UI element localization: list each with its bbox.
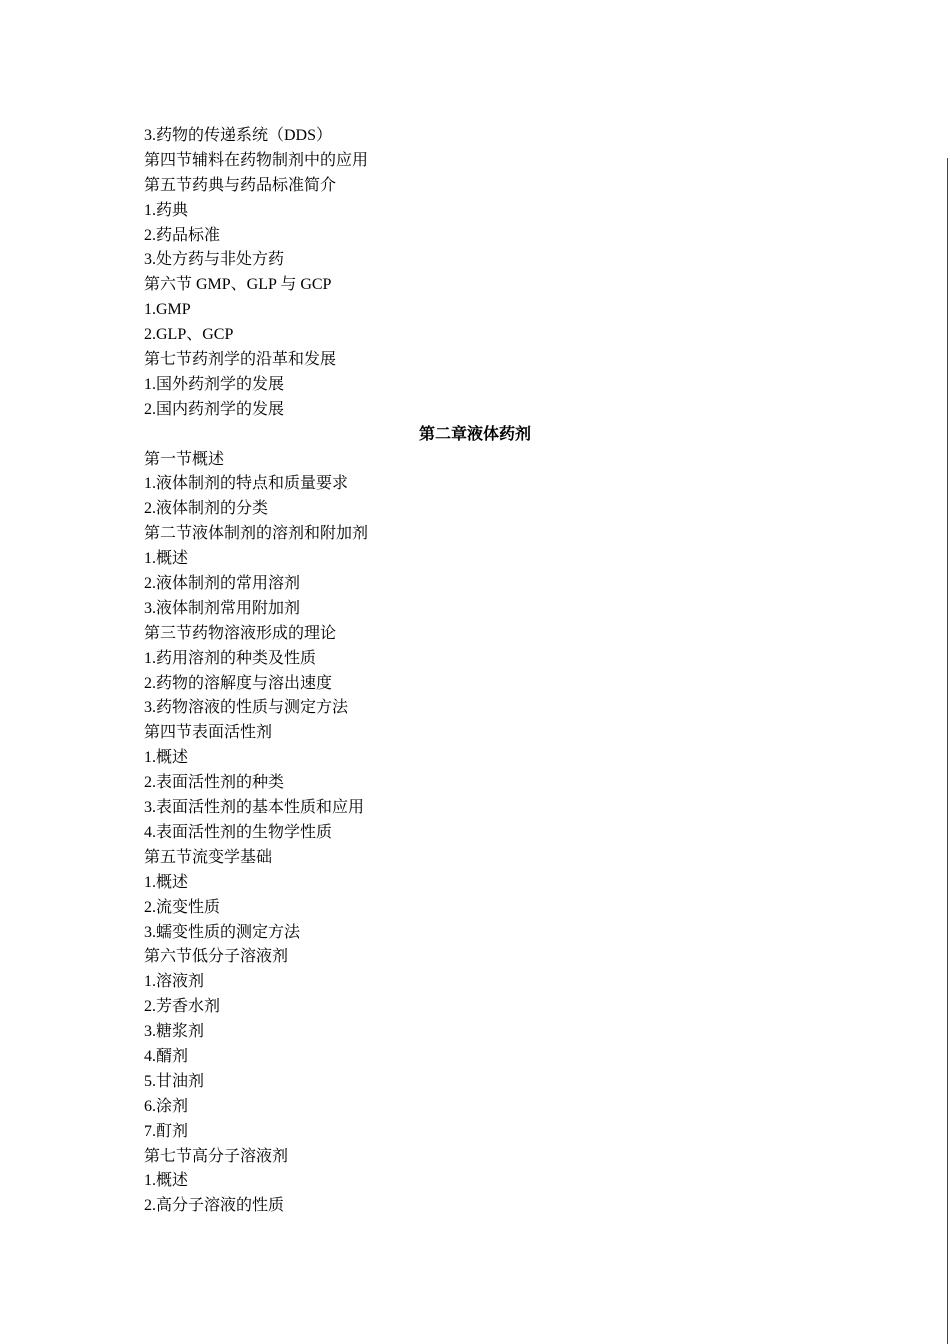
list-item: 1.药用溶剂的种类及性质 (144, 649, 317, 667)
list-item: 1.溶液剂 (144, 973, 205, 991)
section-heading: 第五节流变学基础 (144, 848, 273, 866)
list-item: 4.醑剂 (144, 1047, 189, 1065)
list-item: 5.甘油剂 (144, 1072, 205, 1090)
list-item: 2.液体制剂的常用溶剂 (144, 575, 301, 593)
list-item: 3.表面活性剂的基本性质和应用 (144, 799, 365, 817)
list-item: 1.药典 (144, 201, 189, 219)
page-edge-rule (947, 158, 948, 1344)
list-item: 2.国内药剂学的发展 (144, 400, 285, 418)
list-item: 1.概述 (144, 749, 189, 767)
list-item: 2.芳香水剂 (144, 998, 221, 1016)
list-item: 7.酊剂 (144, 1122, 189, 1140)
list-item: 3.糖浆剂 (144, 1023, 205, 1041)
document-body (144, 124, 806, 1219)
section-heading: 第六节 GMP、GLP 与 GCP (144, 276, 332, 294)
list-item: 2.液体制剂的分类 (144, 500, 269, 518)
chapter-heading: 第二章液体药剂 (418, 425, 531, 443)
list-item: 6.涂剂 (144, 1097, 189, 1115)
list-item: 2.GLP、GCP (144, 326, 234, 344)
list-item: 3.药物的传递系统（DDS） (144, 127, 333, 144)
list-item: 1.概述 (144, 550, 189, 568)
list-item: 3.蠕变性质的测定方法 (144, 923, 301, 941)
section-heading: 第七节高分子溶液剂 (144, 1147, 289, 1165)
section-heading: 第四节表面活性剂 (144, 724, 273, 742)
list-item: 2.流变性质 (144, 898, 221, 916)
section-heading: 第七节药剂学的沿革和发展 (144, 351, 337, 369)
list-item: 3.药物溶液的性质与测定方法 (144, 699, 349, 717)
list-item: 2.药品标准 (144, 226, 221, 244)
section-heading: 第二节液体制剂的溶剂和附加剂 (144, 525, 369, 543)
list-item: 4.表面活性剂的生物学性质 (144, 823, 333, 841)
list-item: 3.液体制剂常用附加剂 (144, 599, 301, 617)
list-item: 2.表面活性剂的种类 (144, 774, 285, 792)
list-item: 2.药物的溶解度与溶出速度 (144, 674, 333, 692)
section-heading: 第五节药典与药品标准简介 (144, 176, 337, 194)
list-item: 1.国外药剂学的发展 (144, 375, 285, 393)
list-item: 3.处方药与非处方药 (144, 251, 285, 269)
list-item: 1.概述 (144, 873, 189, 891)
list-item: 1.液体制剂的特点和质量要求 (144, 475, 349, 493)
list-item: 2.高分子溶液的性质 (144, 1197, 285, 1215)
list-item: 1.GMP (144, 301, 191, 319)
section-heading: 第六节低分子溶液剂 (144, 948, 289, 966)
list-item: 1.概述 (144, 1172, 189, 1190)
section-heading: 第三节药物溶液形成的理论 (144, 624, 337, 642)
section-heading: 第四节辅料在药物制剂中的应用 (144, 151, 369, 169)
section-heading: 第一节概述 (144, 450, 225, 468)
